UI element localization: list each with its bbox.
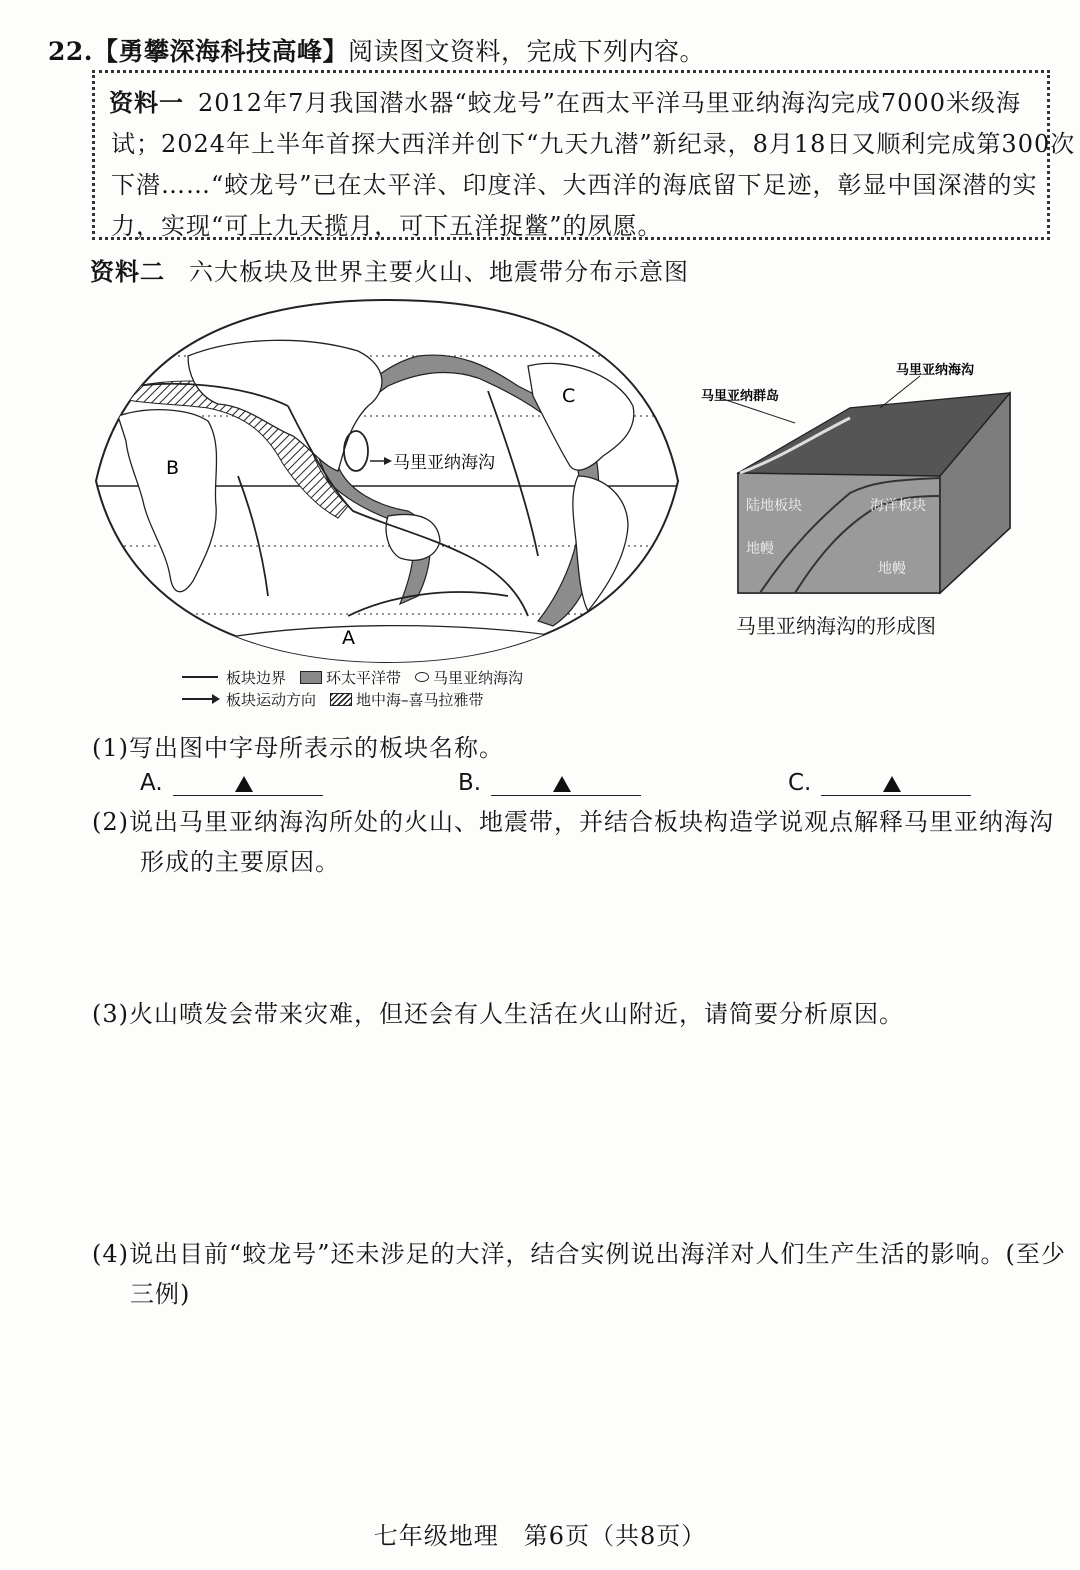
question-1: (1)写出图中字母所表示的板块名称。 [92, 734, 504, 762]
block-diagram-svg [700, 358, 1020, 608]
legend-pacific-belt: 环太平洋带 [326, 668, 402, 687]
block-label-trench: 马里亚纳海沟 [896, 363, 975, 378]
legend-med-belt: 地中海–喜马拉雅带 [356, 690, 484, 709]
answer-b-label: B. [458, 770, 482, 796]
block-label-mantle-right: 地幔 [878, 561, 906, 577]
question-tag: 【勇攀深海科技高峰】 [93, 37, 349, 66]
legend-pacific-symbol [300, 671, 322, 684]
answer-a [140, 768, 323, 796]
triangle-icon [553, 776, 571, 792]
material1-line-2: 试；2024年上半年首探大西洋并创下“九天九潜”新纪录，8月18日又顺利完成第300次 [111, 130, 1076, 158]
material2-label: 资料二 [90, 258, 165, 286]
plate-label-b: B [166, 457, 180, 479]
legend-trench-symbol [415, 672, 429, 682]
answer-c-blank[interactable] [821, 768, 971, 796]
material1-line-3: 下潜……“蛟龙号”已在太平洋、印度洋、大西洋的海底留下足迹，彰显中国深潜的实 [111, 171, 1038, 199]
block-label-continental: 陆地板块 [746, 498, 802, 514]
material1-label: 资料一 [109, 89, 184, 117]
legend-boundary: 板块边界 [226, 668, 287, 687]
page-footer: 七年级地理 第6页（共8页） [373, 1522, 707, 1550]
answer-a-label: A. [140, 770, 163, 796]
question-number: 22. [48, 37, 93, 66]
block-label-mantle-left: 地幔 [746, 541, 774, 557]
block-label-islands: 马里亚纳群岛 [701, 389, 780, 404]
question-header [48, 32, 705, 68]
legend-boundary-symbol [182, 676, 218, 678]
material2-heading [90, 252, 689, 287]
legend-trench: 马里亚纳海沟 [433, 668, 524, 687]
material1-line-1: 2012年7月我国潜水器“蛟龙号”在西太平洋马里亚纳海沟完成7000米级海 [198, 89, 1021, 117]
material1-line-4: 力，实现“可上九天揽月，可下五洋捉鳖”的夙愿。 [111, 212, 663, 240]
block-label-oceanic: 海洋板块 [870, 498, 926, 514]
map-legend [182, 666, 537, 710]
plate-label-c: C [562, 385, 576, 407]
triangle-icon [235, 776, 253, 792]
legend-movement: 板块运动方向 [226, 690, 317, 709]
question-3: (3)火山喷发会带来灾难，但还会有人生活在火山附近，请简要分析原因。 [92, 1000, 904, 1028]
question-4-line-2: 三例) [130, 1280, 191, 1308]
material2-title: 六大板块及世界主要火山、地震带分布示意图 [189, 258, 689, 286]
answer-c-label: C. [788, 770, 812, 796]
answer-b [458, 768, 641, 796]
answer-a-blank[interactable] [173, 768, 323, 796]
question-instruction: 阅读图文资料，完成下列内容。 [348, 37, 706, 66]
legend-hatch-symbol [330, 693, 352, 706]
triangle-icon [883, 776, 901, 792]
material1-box [92, 70, 1076, 240]
question-4-line-1: (4)说出目前“蛟龙号”还未涉足的大洋，结合实例说出海洋对人们生产生活的影响。(至少 [92, 1240, 1066, 1268]
plate-map-svg [88, 296, 688, 666]
question-2-line-1: (2)说出马里亚纳海沟所处的火山、地震带，并结合板块构造学说观点解释马里亚纳海沟 [92, 808, 1054, 836]
legend-arrow-symbol [182, 698, 218, 700]
question-2-line-2: 形成的主要原因。 [140, 848, 340, 876]
answer-c [788, 768, 971, 796]
answer-b-blank[interactable] [491, 768, 641, 796]
plate-label-a: A [342, 627, 355, 649]
block-diagram-caption: 马里亚纳海沟的形成图 [736, 614, 936, 638]
trench-map-label: 马里亚纳海沟 [393, 453, 495, 473]
plate-map [88, 296, 688, 716]
